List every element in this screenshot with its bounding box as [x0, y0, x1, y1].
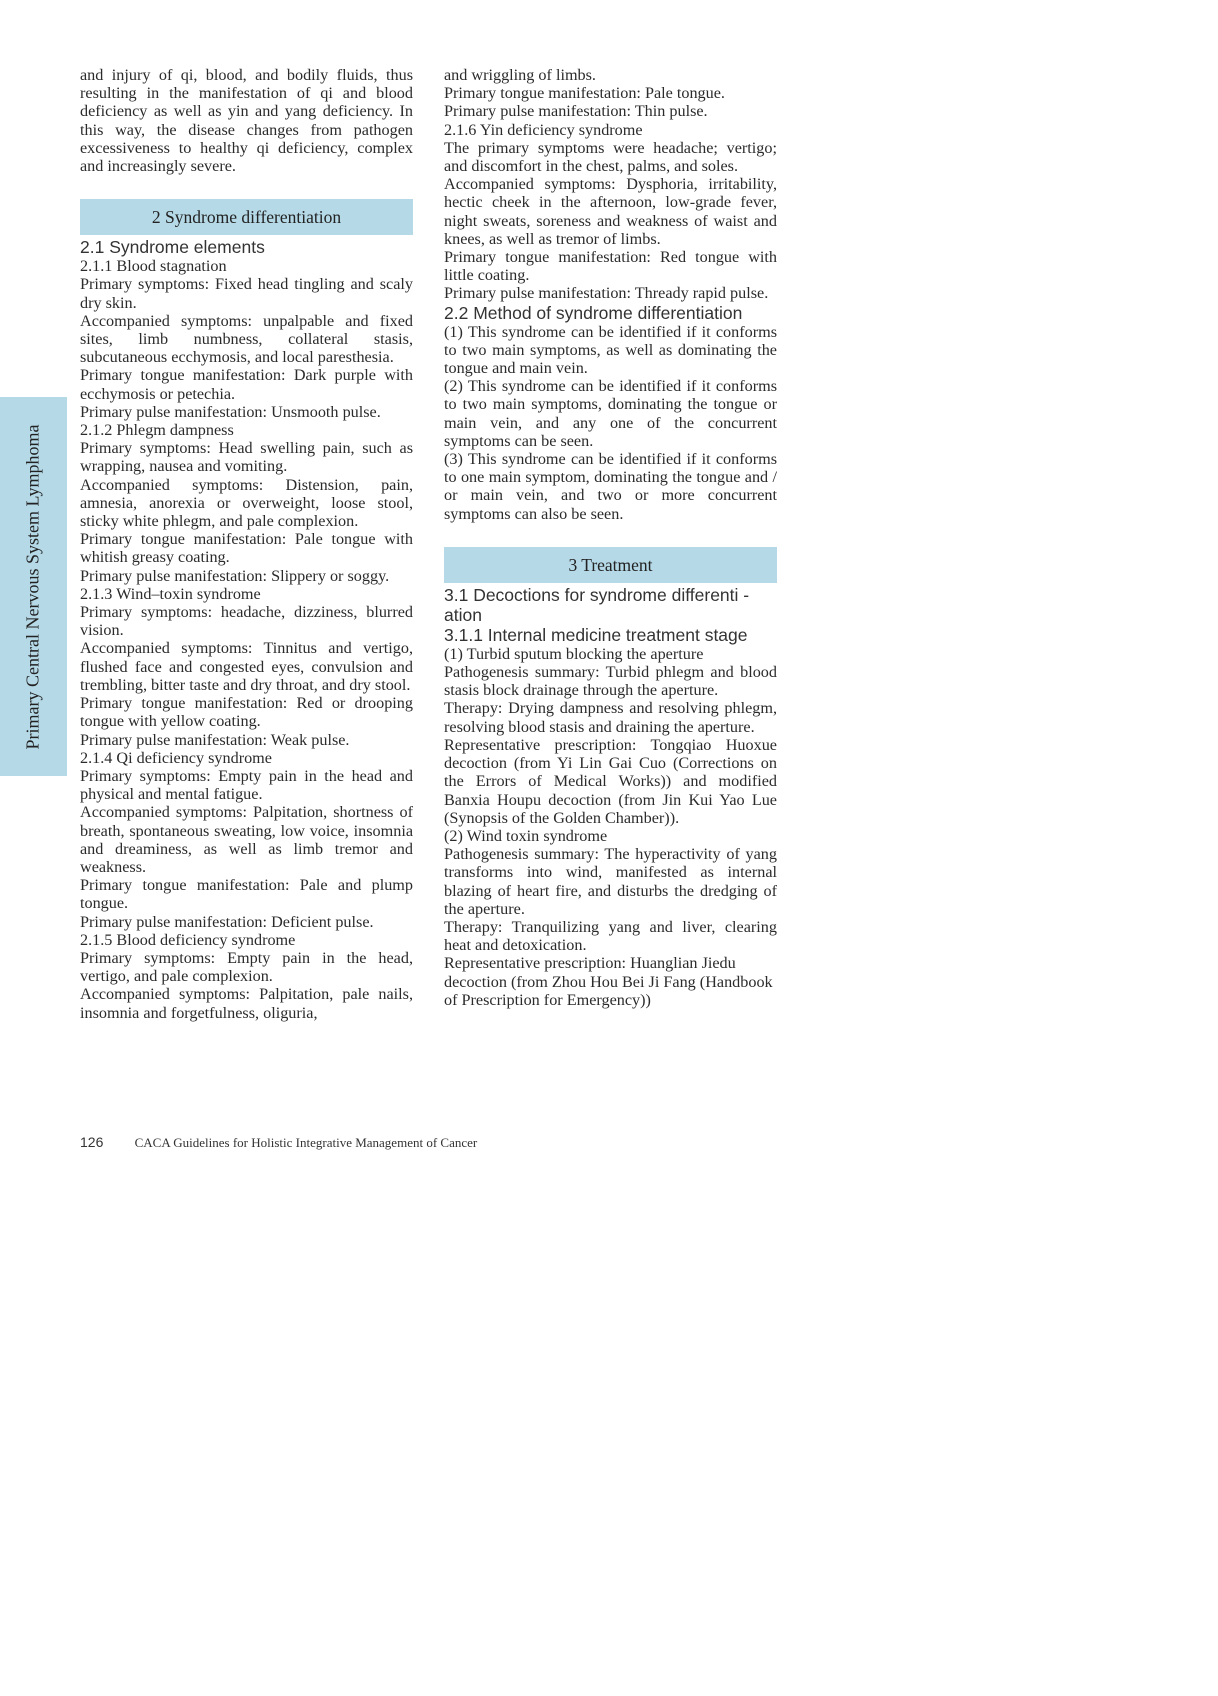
paragraph: Primary pulse manifestation: Thready rapid pulse.	[444, 284, 769, 303]
paragraph: Primary tongue manifestation: Pale and plump tongue.	[80, 876, 413, 913]
paragraph: Accompanied symptoms: unpalpable and fixed sites, limb numbness, collateral stasis, subcutaneous ecchymosis, and local paresthesia.	[80, 311, 413, 367]
page-footer	[80, 1134, 477, 1151]
paragraph: (1) Turbid sputum blocking the aperture	[444, 644, 704, 663]
paragraph: Primary tongue manifestation: Pale tongue with whitish greasy coating.	[80, 530, 413, 567]
paragraph: Primary pulse manifestation: Weak pulse.	[80, 730, 350, 749]
subheading-internal-medicine: 3.1.1 Internal medicine treatment stage	[444, 624, 748, 645]
paragraph: Therapy: Drying dampness and resolving phlegm, resolving blood stasis and draining the aperture.	[444, 699, 777, 736]
subsubheading: 2.1.2 Phlegm dampness	[80, 421, 234, 440]
paragraph: Representative prescription: Huanglian Jiedu decoction (from Zhou Hou Bei Ji Fang (Handbook of Prescription for Emergency))	[444, 954, 773, 1009]
paragraph: (3) This syndrome can be identified if it conforms to one main symptom, dominating the tongue and / or main vein, and two or more concurrent symptoms can also be seen.	[444, 450, 777, 523]
running-title: CACA Guidelines for Holistic Integrative Management of Cancer	[134, 1135, 478, 1150]
section-heading-treatment: 3 Treatment	[444, 547, 777, 583]
right-column	[444, 66, 777, 1009]
paragraph: and wriggling of limbs.	[444, 66, 596, 84]
subsubheading: 2.1.4 Qi deficiency syndrome	[80, 748, 272, 767]
paragraph: Primary tongue manifestation: Dark purple with ecchymosis or petechia.	[80, 366, 413, 403]
side-tab	[0, 397, 67, 776]
subsubheading: 2.1.6 Yin deficiency syndrome	[444, 120, 643, 139]
paragraph: Primary tongue manifestation: Pale tongue.	[444, 84, 725, 103]
paragraph: Primary symptoms: Head swelling pain, such as wrapping, nausea and vomiting.	[80, 439, 413, 476]
paragraph: Primary pulse manifestation: Deficient pulse.	[80, 912, 374, 931]
paragraph: The primary symptoms were headache; vertigo; and discomfort in the chest, palms, and soles.	[444, 138, 777, 176]
section-heading-syndrome: 2 Syndrome differentiation	[80, 199, 413, 235]
paragraph: Primary symptoms: Fixed head tingling and scaly dry skin.	[80, 275, 413, 312]
paragraph: Primary tongue manifestation: Red tongue with little coating.	[444, 248, 777, 285]
paragraph: Accompanied symptoms: Tinnitus and vertigo, flushed face and congested eyes, convulsion and trembling, bitter taste and dry throat, and dry stool.	[80, 639, 413, 694]
paragraph: (1) This syndrome can be identified if it conforms to two main symptoms, as well as dominating the tongue and main vein.	[444, 322, 777, 378]
left-column	[80, 66, 413, 1022]
paragraph: (2) This syndrome can be identified if it conforms to two main symptoms, dominating the tongue or main vein, and any one of the concurrent symptoms can be seen.	[444, 377, 777, 450]
paragraph: Accompanied symptoms: Palpitation, pale nails, insomnia and forgetfulness, oliguria,	[80, 985, 413, 1022]
side-tab-label: Primary Central Nervous System Lymphoma	[22, 424, 43, 750]
paragraph: Primary pulse manifestation: Thin pulse.	[444, 102, 708, 121]
paragraph: Accompanied symptoms: Distension, pain, amnesia, anorexia or overweight, loose stool, sticky white phlegm, and pale complexion.	[80, 475, 413, 531]
paragraph: (2) Wind toxin syndrome	[444, 826, 608, 845]
subheading-method: 2.2 Method of syndrome differentiation	[444, 302, 743, 323]
subsubheading: 2.1.1 Blood stagnation	[80, 257, 227, 276]
paragraph: Pathogenesis summary: The hyperactivity of yang transforms into wind, manifested as internal blazing of heart fire, and disturbs the dredging of the aperture.	[444, 845, 777, 918]
page-number: 126	[80, 1134, 104, 1150]
paragraph: Primary symptoms: Empty pain in the head, vertigo, and pale complexion.	[80, 948, 413, 986]
paragraph: Primary symptoms: Empty pain in the head and physical and mental fatigue.	[80, 766, 413, 804]
paragraph: Representative prescription: Tongqiao Huoxue decoction (from Yi Lin Gai Cuo (Corrections on the Errors of Medical Works)) and modified Banxia Houpu decoction (from Jin Kui Yao Lue (Synopsis of the Golden Chamber)).	[444, 735, 777, 827]
intro-paragraph: and injury of qi, blood, and bodily fluids, thus resulting in the manifestation of qi and blood deficiency as well as yin and yang deficiency. In this way, the disease changes from pathogen excessiveness to healthy qi deficiency, complex and increasingly severe.	[80, 66, 413, 176]
subsubheading: 2.1.3 Wind–toxin syndrome	[80, 584, 261, 603]
paragraph: Therapy: Tranquilizing yang and liver, clearing heat and detoxication.	[444, 917, 777, 955]
paragraph: Accompanied symptoms: Palpitation, shortness of breath, spontaneous sweating, low voice, insomnia and dreaminess, as well as limb tremor and weakness.	[80, 803, 413, 876]
paragraph: Primary pulse manifestation: Slippery or soggy.	[80, 566, 390, 585]
subsubheading: 2.1.5 Blood deficiency syndrome	[80, 930, 296, 949]
paragraph: Primary pulse manifestation: Unsmooth pulse.	[80, 402, 381, 421]
paragraph: Primary symptoms: headache, dizziness, blurred vision.	[80, 603, 413, 640]
paragraph: Accompanied symptoms: Dysphoria, irritability, hectic cheek in the afternoon, low-grade fever, night sweats, soreness and weakness of waist and knees, as well as tremor of limbs.	[444, 175, 777, 248]
subheading-decoctions: 3.1 Decoctions for syndrome differenti - ation	[444, 584, 750, 625]
paragraph: Primary tongue manifestation: Red or drooping tongue with yellow coating.	[80, 694, 413, 731]
subheading-syndrome-elements: 2.1 Syndrome elements	[80, 237, 265, 258]
paragraph: Pathogenesis summary: Turbid phlegm and blood stasis block drainage through the aperture.	[444, 663, 777, 700]
